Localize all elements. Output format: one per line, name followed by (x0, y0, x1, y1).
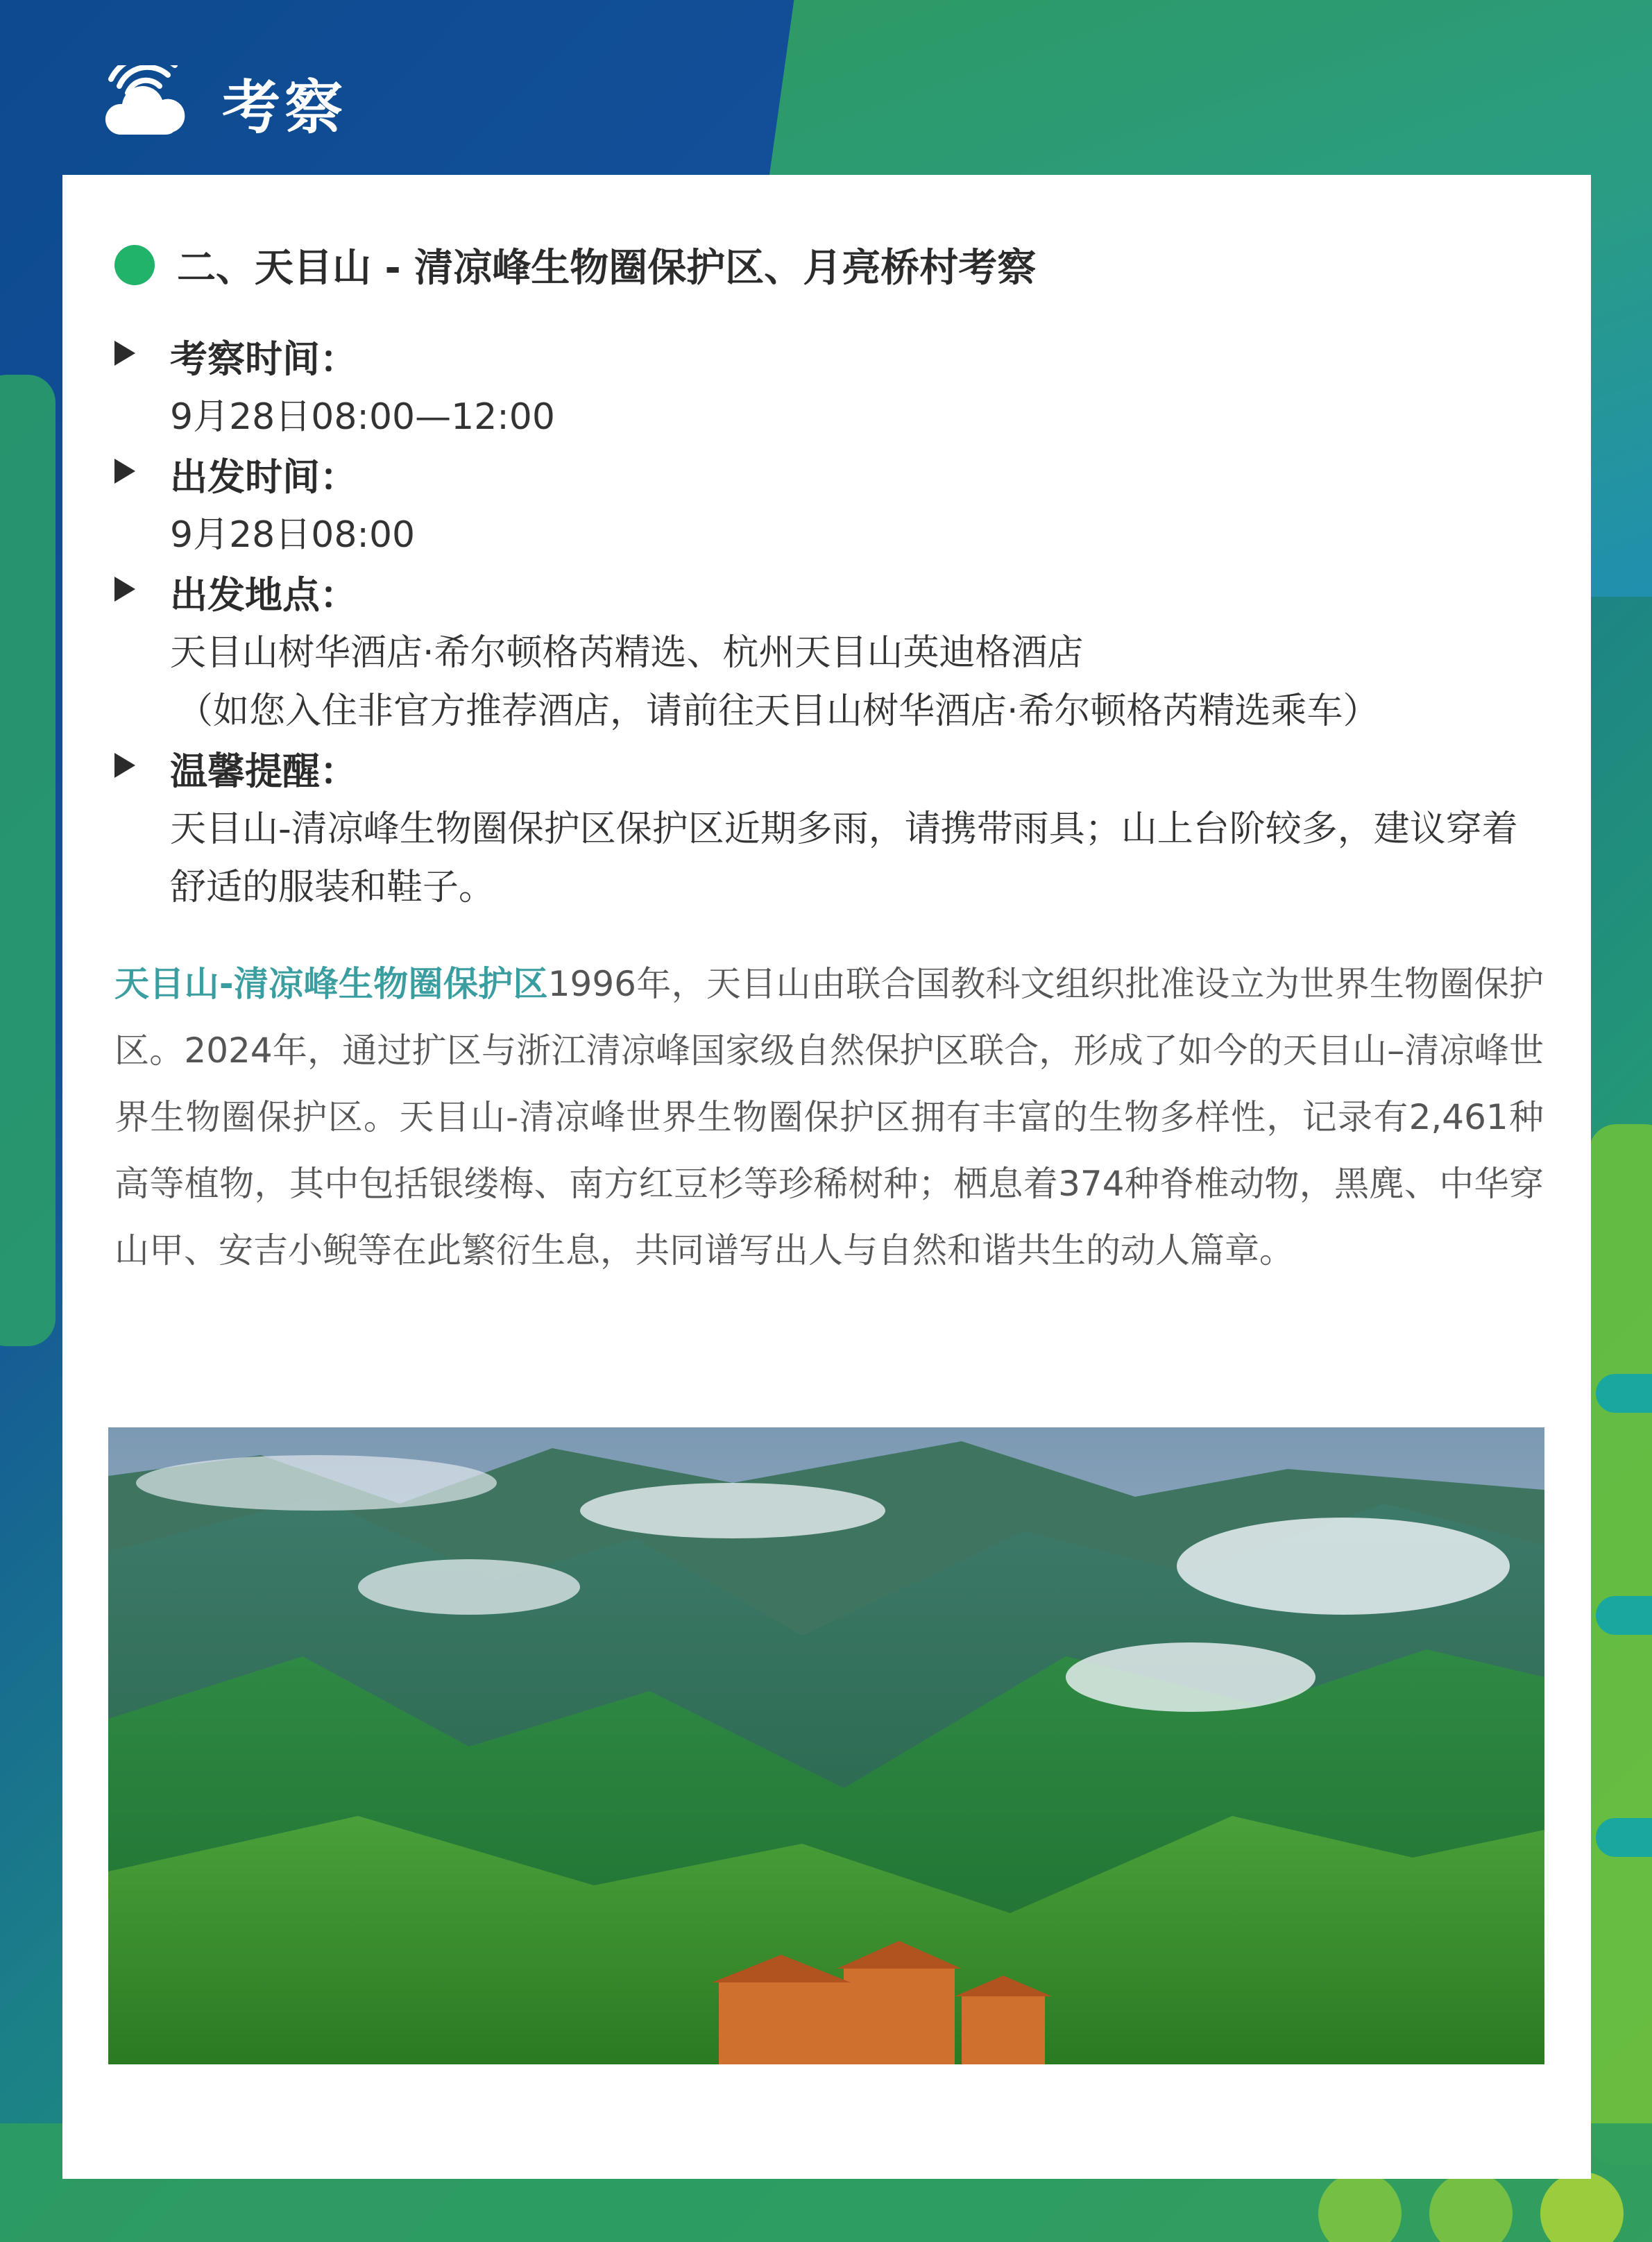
cloud-signal-icon (104, 65, 187, 142)
section-title: 二、天目山 - 清凉峰生物圈保护区、月亮桥村考察 (177, 246, 1037, 291)
info-item-inspection-time (114, 331, 1544, 446)
left-decor-bar (0, 375, 56, 1346)
description-text: 1996年，天目山由联合国教科文组织批准设立为世界生物圈保护区。2024年，通过扩区与浙江清凉峰国家级自然保护区联合，形成了如今的天目山–清凉峰世界生物圈保护区。天目山-清凉峰世界生物圈保护区拥有丰富的生物多样性，记录有2,461种高等植物，其中包括银缕梅、南方红豆杉等珍稀树种；栖息着374种脊椎动物，黑麂、中华穿山甲、安吉小鲵等在此繁衍生息，共同谱写出人与自然和谐共生的动人篇章。 (114, 964, 1544, 1271)
info-label: 温馨提醒： (170, 749, 357, 793)
bullet-dot-icon (114, 245, 155, 285)
right-decor-stripe (1596, 1374, 1652, 1413)
info-item-departure-time (114, 449, 1544, 564)
right-decor-bar (1589, 1124, 1652, 2165)
info-item-departure-location (114, 567, 1544, 740)
triangle-bullet-icon (114, 753, 135, 778)
content-card (62, 175, 1591, 2179)
triangle-bullet-icon (114, 577, 135, 602)
triangle-bullet-icon (114, 459, 135, 484)
right-decor-stripe (1596, 1818, 1652, 1857)
section-header (114, 237, 1036, 293)
page-header (104, 61, 347, 145)
info-label: 出发时间： (170, 455, 357, 499)
info-value-note: （如您入住非官方推荐酒店，请前往天目山树华酒店·希尔顿格芮精选乘车） (177, 690, 1379, 732)
page-title: 考察 (222, 74, 348, 142)
mountain-landscape-photo (108, 1427, 1544, 2064)
info-item-reminder (114, 743, 1544, 917)
triangle-bullet-icon (114, 341, 135, 366)
info-value: 9月28日08:00 (170, 514, 416, 556)
reserve-description (114, 951, 1544, 1284)
info-value: 天目山树华酒店·希尔顿格芮精选、杭州天目山英迪格酒店 (170, 632, 1084, 674)
info-value: 天目山-清凉峰生物圈保护区保护区近期多雨，请携带雨具；山上台阶较多，建议穿着舒适的服装和鞋子。 (170, 808, 1518, 908)
info-label: 考察时间： (170, 337, 357, 381)
info-list (114, 331, 1544, 919)
info-label: 出发地点： (170, 573, 357, 617)
right-decor-stripe (1596, 1596, 1652, 1635)
info-value: 9月28日08:00—12:00 (170, 396, 555, 438)
description-highlight: 天目山-清凉峰生物圈保护区 (114, 964, 548, 1004)
